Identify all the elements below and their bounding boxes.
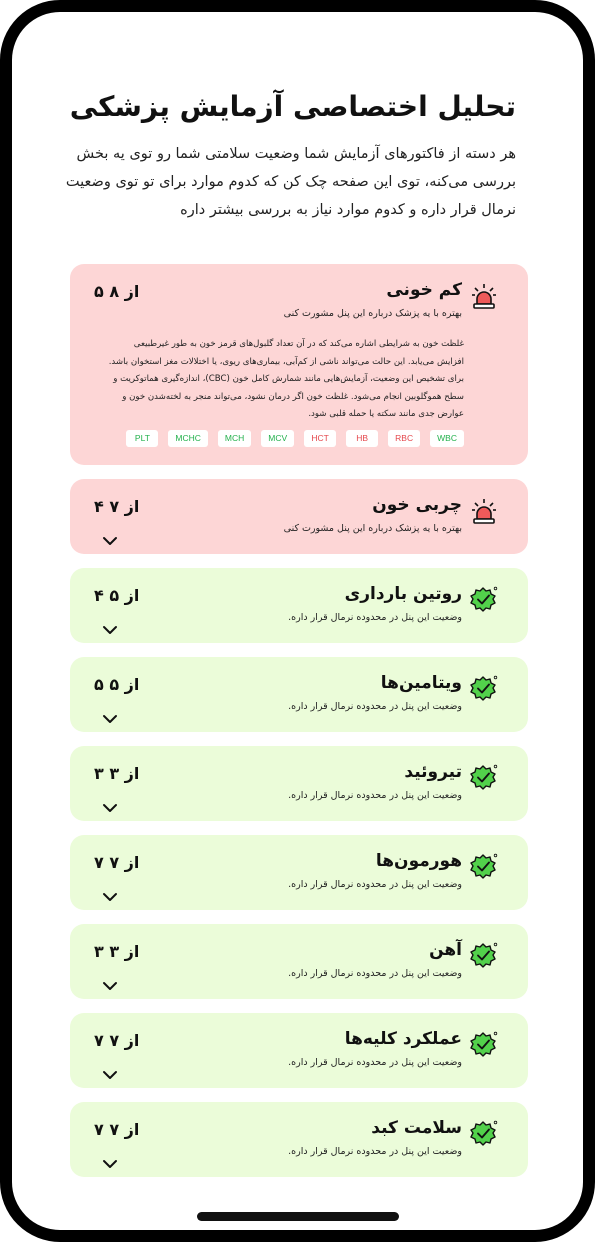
panel-card-blood-lipids[interactable]: [70, 479, 528, 554]
siren-icon: [470, 282, 498, 310]
siren-icon: [470, 497, 498, 525]
chevron-down-icon[interactable]: [102, 1069, 118, 1081]
panel-title: کم خونی: [386, 280, 462, 300]
panel-subtitle: وضعیت این پنل در محدوده نرمال قرار داره.: [288, 1057, 462, 1068]
chevron-down-icon[interactable]: [102, 624, 118, 636]
panel-subtitle: وضعیت این پنل در محدوده نرمال قرار داره.: [288, 612, 462, 623]
verified-badge-icon: [470, 1031, 498, 1059]
verified-badge-icon: [470, 764, 498, 792]
panel-card-iron[interactable]: [70, 924, 528, 999]
chevron-down-icon[interactable]: [102, 1158, 118, 1170]
panel-count: ۵ از ۵: [94, 675, 140, 694]
page-title: تحلیل اختصاصی آزمایش پزشکی: [69, 90, 516, 123]
panel-title: عملکرد کلیه‌ها: [344, 1029, 462, 1049]
panel-title: سلامت کبد: [371, 1118, 462, 1138]
marker-tag[interactable]: MCHC: [168, 430, 208, 447]
panel-count: ۷ از ۷: [94, 1120, 140, 1139]
verified-badge-icon: [470, 675, 498, 703]
panel-title: چربی خون: [372, 495, 462, 515]
panel-subtitle: بهتره با یه پزشک درباره این پنل مشورت کنی: [283, 308, 462, 319]
marker-tag[interactable]: WBC: [430, 430, 464, 447]
panel-card-thyroid[interactable]: [70, 746, 528, 821]
chevron-down-icon[interactable]: [102, 535, 118, 547]
panel-count: ۷ از ۷: [94, 853, 140, 872]
marker-tag[interactable]: HB: [346, 430, 378, 447]
marker-tag[interactable]: RBC: [388, 430, 420, 447]
page-header: [58, 80, 516, 224]
verified-badge-icon: [470, 942, 498, 970]
chevron-down-icon[interactable]: [102, 713, 118, 725]
panel-title: روتین بارداری: [344, 584, 462, 604]
panel-count: ۴ از ۵: [94, 586, 140, 605]
panel-subtitle: وضعیت این پنل در محدوده نرمال قرار داره.: [288, 968, 462, 979]
marker-tag[interactable]: PLT: [126, 430, 158, 447]
panel-description: غلظت خون به شرایطی اشاره می‌کند که در آن تعداد گلبول‌های قرمز خون به طور غیرطبیعی افزایش می‌یابد. این حالت می‌تواند ناشی از کم‌آبی، بیماری‌های ریوی، یا اختلالات مغز استخوان باشد. برای تشخیص این وضعیت، آزمایش‌هایی مانند شمارش کامل خون (CBC)، اندازه‌گیری هماتوکریت و سطح هموگلوبین انجام می‌شود. غلظت خون اگر درمان نشود، می‌تواند منجر به لخته‌شدن خون و عوارض جدی مانند سکته یا حمله قلبی شود.: [108, 339, 464, 419]
chevron-down-icon[interactable]: [102, 891, 118, 903]
panel-title: هورمون‌ها: [375, 851, 462, 871]
panel-card-vitamins[interactable]: [70, 657, 528, 732]
verified-badge-icon: [470, 853, 498, 881]
panel-count: ۴ از ۷: [94, 497, 140, 516]
verified-badge-icon: [470, 586, 498, 614]
panel-card-pregnancy[interactable]: [70, 568, 528, 643]
panel-count: ۳ از ۳: [94, 764, 140, 783]
panel-card-liver[interactable]: [70, 1102, 528, 1177]
panel-title: تیروئید: [404, 762, 462, 782]
panel-count: ۷ از ۷: [94, 1031, 140, 1050]
chevron-down-icon[interactable]: [102, 980, 118, 992]
panel-subtitle: وضعیت این پنل در محدوده نرمال قرار داره.: [288, 879, 462, 890]
panel-subtitle: وضعیت این پنل در محدوده نرمال قرار داره.: [288, 1146, 462, 1157]
marker-tag[interactable]: HCT: [304, 430, 336, 447]
panel-card-kidney[interactable]: [70, 1013, 528, 1088]
verified-badge-icon: [470, 1120, 498, 1148]
panel-subtitle: وضعیت این پنل در محدوده نرمال قرار داره.: [288, 790, 462, 801]
panel-count: ۳ از ۳: [94, 942, 140, 961]
marker-tag-list: [126, 430, 464, 447]
panel-count: ۵ از ۸: [94, 282, 140, 301]
marker-tag[interactable]: MCH: [218, 430, 251, 447]
panel-subtitle: وضعیت این پنل در محدوده نرمال قرار داره.: [288, 701, 462, 712]
chevron-down-icon[interactable]: [102, 802, 118, 814]
panel-title: ویتامین‌ها: [380, 673, 462, 693]
page-intro: هر دسته از فاکتورهای آزمایش شما وضعیت سلامتی شما رو توی یه بخش بررسی می‌کنه، توی این صفحه چک کن که کدوم موارد برای تو توی وضعیت نرمال قرار داره و کدوم موارد نیاز به بررسی بیشتر داره: [65, 146, 516, 218]
panel-card-anemia[interactable]: [70, 264, 528, 465]
home-indicator[interactable]: [197, 1212, 399, 1221]
panel-subtitle: بهتره با یه پزشک درباره این پنل مشورت کنی: [283, 523, 462, 534]
panel-card-hormones[interactable]: [70, 835, 528, 910]
panel-title: آهن: [429, 940, 462, 960]
marker-tag[interactable]: MCV: [261, 430, 294, 447]
